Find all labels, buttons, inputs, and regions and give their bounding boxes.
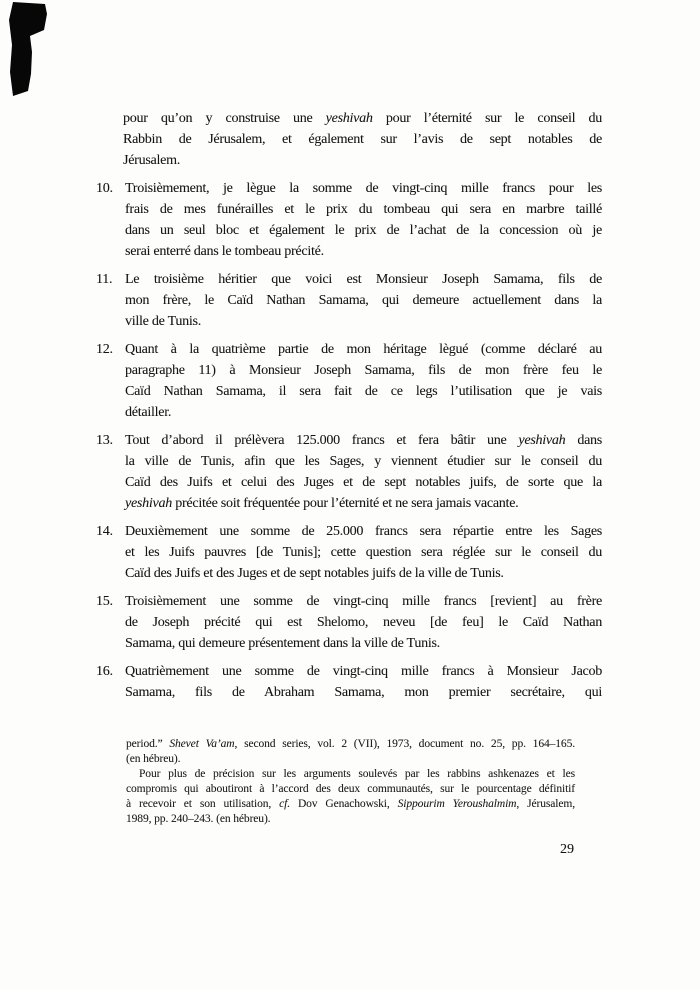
text-line: ville de Tunis.	[125, 314, 201, 329]
text-line: dans un seul bloc et également le prix de l’achat de la concession où je	[125, 223, 602, 238]
list-item-13	[96, 430, 602, 514]
text-line: Jérusalem.	[123, 153, 180, 168]
text-line: Quant à la quatrième partie de mon héritage lègué (comme déclaré au	[125, 342, 602, 357]
text-line: Rabbin de Jérusalem, et également sur l’avis de sept notables de	[123, 132, 602, 147]
text-line: compromis qui aboutiront à l’accord des deux communautés, sur le pourcentage définitif	[126, 783, 575, 795]
text-line: à recevoir et son utilisation, cf. Dov Genachowski, Sippourim Yeroushalmim, Jérusalem,	[126, 798, 575, 810]
item-text	[125, 521, 602, 584]
text-line: la ville de Tunis, afin que les Sages, y viennent étudier sur le conseil du	[125, 454, 602, 469]
item-number: 14.	[96, 524, 113, 539]
item-number: 12.	[96, 342, 113, 357]
text-line: détailler.	[125, 405, 172, 420]
text-line: mon frère, le Caïd Nathan Samama, qui demeure actuellement dans la	[125, 293, 602, 308]
text-line: Samama, fils de Abraham Samama, mon premier secrétaire, qui	[125, 685, 602, 700]
text-line: 1989, pp. 240–243. (en hébreu).	[126, 813, 271, 825]
list-item-16	[96, 661, 602, 703]
list-item-10	[96, 178, 602, 262]
text-line: period.” Shevet Va’am, second series, vol. 2 (VII), 1973, document no. 25, pp. 164–165.	[126, 738, 576, 750]
list-item-14	[96, 521, 602, 584]
scan-artifact-blob	[0, 0, 60, 105]
text-line: Pour plus de précision sur les arguments soulevés par les rabbins ashkenazes et les	[139, 768, 575, 780]
footnote-continuation	[126, 737, 575, 767]
text-line: Caïd Nathan Samama, il sera fait de ce legs l’utilisation que je vais	[125, 384, 602, 399]
document-body	[96, 108, 602, 710]
text-line: (en hébreu).	[126, 753, 181, 765]
text-line: Troisièmement, je lègue la somme de vingt-cinq mille francs pour les	[125, 181, 602, 196]
list-item-15	[96, 591, 602, 654]
text-line: de Joseph précité qui est Shelomo, neveu [de feu] le Caïd Nathan	[125, 615, 602, 630]
text-line: et les Juifs pauvres [de Tunis]; cette question sera réglée sur le conseil du	[125, 545, 602, 560]
item-text	[125, 430, 602, 514]
list-item-12	[96, 339, 602, 423]
text-line: Deuxièmement une somme de 25.000 francs sera répartie entre les Sages	[125, 524, 602, 539]
text-line: Caïd des Juifs et des Juges et de sept notables juifs de la ville de Tunis.	[125, 566, 504, 581]
page-number: 29	[560, 842, 574, 857]
item-text	[123, 108, 602, 171]
text-line: Troisièmement une somme de vingt-cinq mille francs [revient] au frère	[125, 594, 602, 609]
text-line: yeshivah précitée soit fréquentée pour l’éternité et ne sera jamais vacante.	[125, 496, 519, 511]
item-number: 10.	[96, 181, 113, 196]
item-text	[125, 178, 602, 262]
item-text	[125, 339, 602, 423]
item-number: 15.	[96, 594, 113, 609]
item-number: 11.	[96, 272, 113, 287]
text-line: Caïd des Juifs et celui des Juges et de sept notables juifs, de sorte que la	[125, 475, 602, 490]
item-number: 13.	[96, 433, 113, 448]
footnote-second	[126, 767, 575, 827]
text-line: serai enterré dans le tombeau précité.	[125, 244, 324, 259]
text-line: Quatrièmement une somme de vingt-cinq mille francs à Monsieur Jacob	[125, 664, 602, 679]
text-line: Le troisième héritier que voici est Monsieur Joseph Samama, fils de	[125, 272, 602, 287]
item-text	[125, 661, 602, 703]
text-line: pour qu’on y construise une yeshivah pour l’éternité sur le conseil du	[123, 111, 602, 126]
list-item-11	[96, 269, 602, 332]
item-text	[125, 269, 602, 332]
paragraph-intro	[96, 108, 602, 171]
text-line: Tout d’abord il prélèvera 125.000 francs et fera bâtir une yeshivah dans	[125, 433, 602, 448]
text-line: Samama, qui demeure présentement dans la ville de Tunis.	[125, 636, 440, 651]
text-line: frais de mes funérailles et le prix du tombeau qui sera en marbre taillé	[125, 202, 602, 217]
footnotes	[126, 737, 575, 827]
item-text	[125, 591, 602, 654]
text-line: paragraphe 11) à Monsieur Joseph Samama, fils de mon frère feu le	[125, 363, 602, 378]
item-number: 16.	[96, 664, 113, 679]
